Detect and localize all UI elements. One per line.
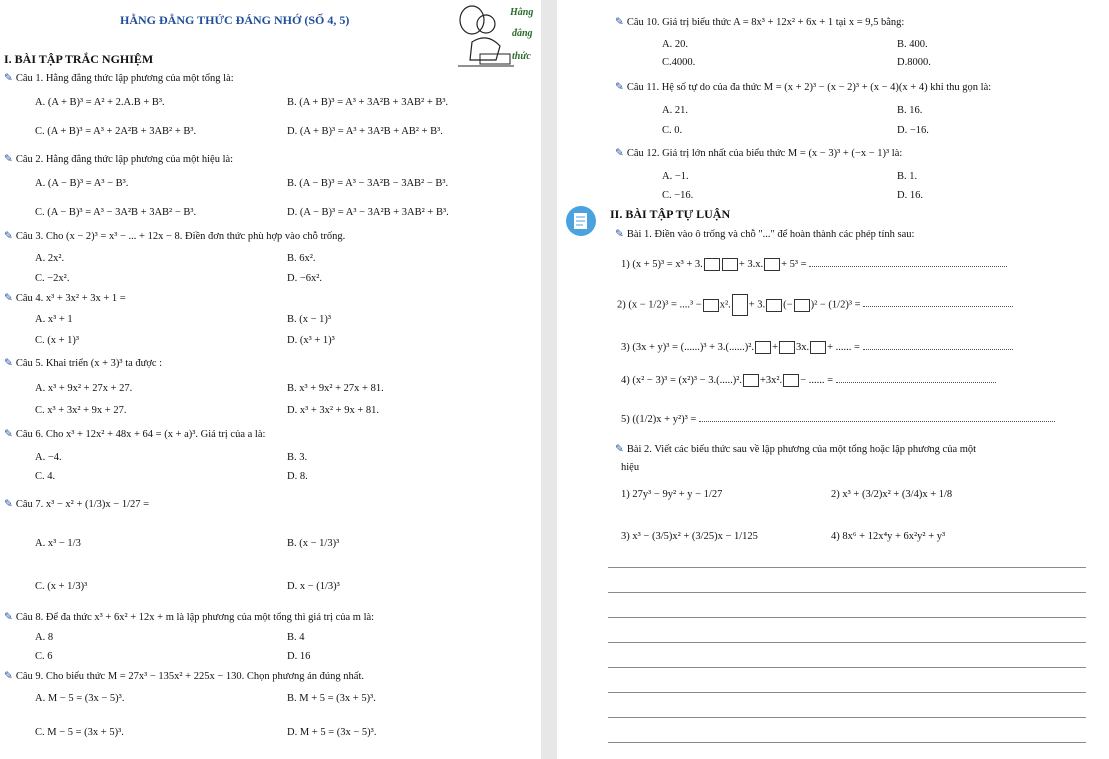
q7-option-c: C. (x + 1/3)³	[35, 581, 88, 592]
q11-option-a: A. 21.	[662, 105, 688, 116]
q1-option-a: A. (A + B)³ = A² + 2.A.B + B³.	[35, 97, 165, 108]
q6-stem: Câu 6. Cho x³ + 12x² + 48x + 64 = (x + a)³. Giá trị của a là:	[15, 429, 266, 440]
q3-option-d: D. −6x².	[287, 273, 323, 284]
section-2-heading: II. BÀI TẬP TỰ LUẬN	[610, 207, 731, 221]
art-text-2: đẳng	[512, 28, 533, 39]
answer-box[interactable]	[704, 258, 720, 271]
q2-option-c: C. (A − B)³ = A³ − 3A²B + 3AB² − B³.	[35, 207, 197, 218]
q1-option-d: D. (A + B)³ = A³ + 3A²B + AB² + B³.	[287, 126, 443, 137]
q5-option-c: C. x³ + 3x² + 9x + 27.	[35, 405, 127, 416]
q10-option-b: B. 400.	[897, 39, 928, 50]
bai2-item-1: 1) 27y³ − 9y² + y − 1/27	[621, 489, 723, 500]
book-icon: ✎	[4, 154, 13, 165]
answer-box[interactable]	[794, 299, 810, 312]
answer-line[interactable]	[608, 667, 1086, 668]
q3-option-c: C. −2x².	[35, 273, 70, 284]
q4-option-c: C. (x + 1)³	[35, 335, 80, 346]
section-1-heading: I. BÀI TẬP TRẮC NGHIỆM	[4, 52, 154, 66]
book-icon: ✎	[615, 82, 624, 93]
q11-option-c: C. 0.	[662, 125, 683, 136]
q11-option-d: D. −16.	[897, 125, 929, 136]
answer-line[interactable]	[608, 742, 1086, 743]
q9-option-c: C. M − 5 = (3x + 5)³.	[35, 727, 124, 738]
q8-option-c: C. 6	[35, 651, 53, 662]
q5-option-b: B. x³ + 9x² + 27x + 81.	[287, 383, 384, 394]
book-icon: ✎	[4, 671, 13, 682]
answer-line[interactable]	[608, 642, 1086, 643]
q3-option-b: B. 6x².	[287, 253, 316, 264]
page-left	[0, 0, 541, 759]
q8-stem: Câu 8. Để đa thức x³ + 6x² + 12x + m là lập phương của một tổng thì giá trị của m là:	[15, 612, 375, 623]
answer-line[interactable]	[608, 717, 1086, 718]
bai1-expr-3: 3) (3x + y)³ = (......)³ + 3.(......)². + 3x. + ...... =	[621, 340, 1013, 354]
q6-option-a: A. −4.	[35, 452, 62, 463]
q5-option-a: A. x³ + 9x² + 27x + 27.	[35, 383, 133, 394]
book-icon: ✎	[4, 612, 13, 623]
answer-dots[interactable]	[863, 340, 1013, 350]
q12-option-d: D. 16.	[897, 190, 923, 201]
answer-line[interactable]	[608, 617, 1086, 618]
q9-stem: Câu 9. Cho biểu thức M = 27x³ − 135x² + 225x − 130. Chọn phương án đúng nhất.	[15, 671, 365, 682]
q10-option-a: A. 20.	[662, 39, 688, 50]
book-icon: ✎	[615, 148, 624, 159]
q2-option-d: D. (A − B)³ = A³ − 3A²B + 3AB² + B³.	[287, 207, 449, 218]
answer-box[interactable]	[783, 374, 799, 387]
q12-stem: Câu 12. Giá trị lớn nhất của biểu thức M = (x − 3)³ + (−x − 1)³ là:	[626, 148, 903, 159]
q8-option-b: B. 4	[287, 632, 305, 643]
doc-title: HẰNG ĐẲNG THỨC ĐÁNG NHỚ (SỐ 4, 5)	[120, 13, 350, 27]
book-icon: ✎	[615, 444, 624, 455]
q7-stem: Câu 7. x³ − x² + (1/3)x − 1/27 =	[15, 499, 150, 510]
answer-line[interactable]	[608, 592, 1086, 593]
answer-box[interactable]	[743, 374, 759, 387]
answer-line[interactable]	[608, 692, 1086, 693]
q11-stem: Câu 11. Hệ số tự do của đa thức M = (x + 2)³ − (x − 2)³ + (x − 4)(x + 4) khi thu gọn là:	[626, 82, 992, 93]
bai2-stem: Bài 2. Viết các biểu thức sau về lập phương của một tổng hoặc lập phương của một	[626, 444, 977, 455]
q11-option-b: B. 16.	[897, 105, 923, 116]
answer-box[interactable]	[703, 299, 719, 312]
bai2-item-3: 3) x³ − (3/5)x² + (3/25)x − 1/125	[621, 531, 758, 542]
answer-box[interactable]	[764, 258, 780, 271]
q12-option-b: B. 1.	[897, 171, 918, 182]
bai1-expr-5: 5) ((1/2)x + y²)³ =	[621, 412, 1055, 426]
q10-option-c: C.4000.	[662, 57, 696, 68]
q5-option-d: D. x³ + 3x² + 9x + 81.	[287, 405, 380, 416]
q7-option-b: B. (x − 1/3)³	[287, 538, 340, 549]
book-icon: ✎	[615, 229, 624, 240]
q4-stem: Câu 4. x³ + 3x² + 3x + 1 =	[15, 293, 126, 304]
book-icon: ✎	[615, 17, 624, 28]
bai1-stem: Bài 1. Điền vào ô trống và chỗ "..." để hoàn thành các phép tính sau:	[626, 229, 915, 240]
q1-option-c: C. (A + B)³ = A³ + 2A²B + 3AB² + B³.	[35, 126, 197, 137]
art-text-1: Hằng	[510, 7, 534, 18]
q2-stem: Câu 2. Hằng đẳng thức lập phương của một hiệu là:	[15, 154, 234, 165]
bai1-expr-2: 2) (x − 1/2)³ = ....³ − x². + 3. (− )² − (1/2)³ =	[617, 294, 1013, 316]
answer-box[interactable]	[755, 341, 771, 354]
q4-option-d: D. (x³ + 1)³	[287, 335, 335, 346]
book-icon: ✎	[4, 429, 13, 440]
book-icon: ✎	[4, 73, 13, 84]
answer-dots[interactable]	[863, 297, 1013, 307]
q1-stem: Câu 1. Hằng đẳng thức lập phương của một tổng là:	[15, 73, 234, 84]
answer-dots[interactable]	[809, 257, 1007, 267]
q4-option-a: A. x³ + 1	[35, 314, 73, 325]
q4-option-b: B. (x − 1)³	[287, 314, 332, 325]
q9-option-a: A. M − 5 = (3x − 5)³.	[35, 693, 125, 704]
bai1-expr-1: 1) (x + 5)³ = x³ + 3. + 3.x. + 5³ =	[621, 257, 1007, 271]
book-icon: ✎	[4, 358, 13, 369]
bai2-item-2: 2) x³ + (3/2)x² + (3/4)x + 1/8	[831, 489, 953, 500]
q7-option-d: D. x − (1/3)³	[287, 581, 340, 592]
book-icon: ✎	[4, 231, 13, 242]
q8-option-d: D. 16	[287, 651, 311, 662]
q12-option-c: C. −16.	[662, 190, 694, 201]
q10-option-d: D.8000.	[897, 57, 931, 68]
q12-option-a: A. −1.	[662, 171, 689, 182]
book-icon: ✎	[4, 499, 13, 510]
q2-option-a: A. (A − B)³ = A³ − B³.	[35, 178, 129, 189]
art-text-3: thức	[512, 51, 531, 62]
bai2-item-4: 4) 8x⁶ + 12x⁴y + 6x²y² + y³	[831, 531, 946, 542]
answer-box[interactable]	[766, 299, 782, 312]
q3-option-a: A. 2x².	[35, 253, 65, 264]
q9-option-d: D. M + 5 = (3x − 5)³.	[287, 727, 377, 738]
book-icon: ✎	[4, 293, 13, 304]
bai2-stem-cont: hiệu	[621, 462, 640, 473]
q7-option-a: A. x³ − 1/3	[35, 538, 81, 549]
q2-option-b: B. (A − B)³ = A³ − 3A²B − 3AB² − B³.	[287, 178, 449, 189]
answer-box[interactable]	[722, 258, 738, 271]
q6-option-b: B. 3.	[287, 452, 308, 463]
answer-box[interactable]	[732, 294, 748, 316]
q8-option-a: A. 8	[35, 632, 54, 643]
q3-stem: Câu 3. Cho (x − 2)³ = x³ − ... + 12x − 8. Điền đơn thức phù hợp vào chỗ trống.	[15, 231, 346, 242]
q6-option-d: D. 8.	[287, 471, 308, 482]
q6-option-c: C. 4.	[35, 471, 56, 482]
answer-box[interactable]	[779, 341, 795, 354]
answer-dots[interactable]	[836, 373, 996, 383]
answer-box[interactable]	[810, 341, 826, 354]
notebook-icon	[565, 205, 597, 237]
answer-dots[interactable]	[699, 412, 1055, 422]
page-right	[557, 0, 1109, 759]
q5-stem: Câu 5. Khai triển (x + 3)³ ta được :	[15, 358, 163, 369]
bai1-expr-4: 4) (x² − 3)³ = (x²)³ − 3.(.....)². +3x². − ...... =	[621, 373, 996, 387]
q10-stem: Câu 10. Giá trị biểu thức A = 8x³ + 12x² + 6x + 1 tại x = 9,5 bằng:	[626, 17, 905, 28]
q9-option-b: B. M + 5 = (3x + 5)³.	[287, 693, 376, 704]
q1-option-b: B. (A + B)³ = A³ + 3A²B + 3AB² + B³.	[287, 97, 449, 108]
answer-line[interactable]	[608, 567, 1086, 568]
